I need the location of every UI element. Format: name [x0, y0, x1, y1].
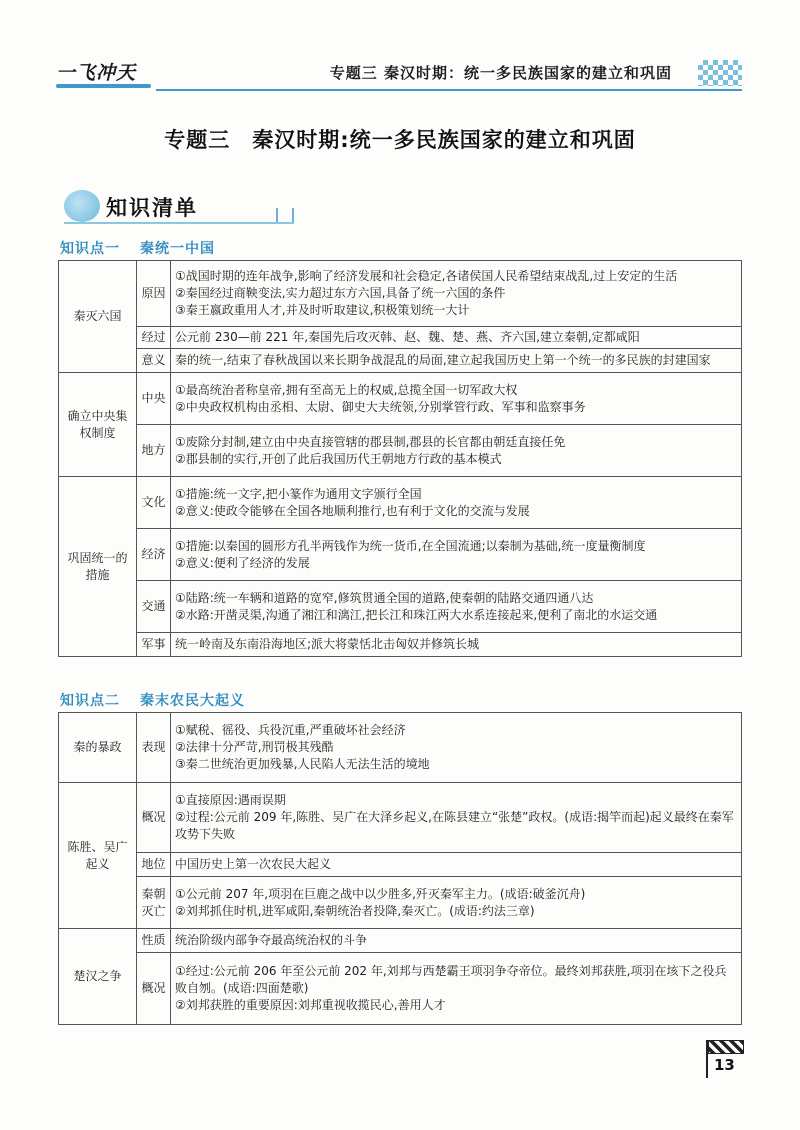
kp1-row-2-body [171, 327, 742, 349]
kp2-label: 知识点二 [60, 693, 120, 709]
text-line: 中国历史上第一次农民大起义 [175, 857, 332, 871]
text-line: ③秦二世统治更加残暴,人民陷人无法生活的境地 [175, 757, 430, 771]
checker-flag-icon [698, 60, 742, 86]
kp1-row-3-body [171, 349, 742, 373]
text-line: ②过程:公元前 209 年,陈胜、吴广在大泽乡起义,在陈县建立“张楚”政权。(成语:揭竿而起)起义最终在秦军攻势下失败 [175, 810, 734, 841]
kp1-row-5-head: 地方 [137, 425, 171, 477]
puzzle-icon [64, 190, 100, 222]
knowledge-point-2-heading [60, 690, 245, 710]
kp2-group-3: 楚汉之争 [59, 929, 137, 1025]
kp2-row-1-head: 表现 [137, 713, 171, 783]
text-line: 公元前 230—前 221 年,秦国先后攻灭韩、赵、魏、楚、燕、齐六国,建立秦朝,定都咸阳 [175, 330, 640, 344]
kp2-row-1-body [171, 713, 742, 783]
text-line: ②水路:开凿灵渠,沟通了湘江和漓江,把长江和珠江两大水系连接起来,便利了南北的水运交通 [175, 607, 658, 622]
kp1-row-6-head: 文化 [137, 477, 171, 529]
kp1-row-1-body [171, 261, 742, 327]
text-line: ②秦国经过商鞅变法,实力超过东方六国,具备了统一六国的条件 [175, 286, 506, 300]
kp2-row-3-body [171, 853, 742, 877]
text-line: ①战国时期的连年战争,影响了经济发展和社会稳定,各诸侯国人民希望结束战乱,过上安定的生活 [175, 269, 678, 283]
kp1-table [58, 260, 742, 657]
text-line: ②中央政权机构由丞相、太尉、御史大夫统领,分别掌管行政、军事和监察事务 [175, 399, 586, 414]
text-line: ①最高统治者称皇帝,拥有至高无上的权威,总揽全国一切军政大权 [175, 382, 518, 397]
text-line: 统治阶级内部争夺最高统治权的斗争 [175, 933, 368, 947]
text-line: ①直接原因:遇雨误期 [175, 793, 286, 807]
kp2-group-1: 秦的暴政 [59, 713, 137, 783]
kp2-row-6-body [171, 953, 742, 1025]
kp1-row-5-body [171, 425, 742, 477]
kp2-row-4-head: 秦朝灭亡 [137, 877, 171, 929]
kp1-row-4-body [171, 373, 742, 425]
text-line: ②意义:使政令能够在全国各地顺利推行,也有利于文化的交流与发展 [175, 503, 530, 518]
text-line: ①措施:统一文字,把小篆作为通用文字颁行全国 [175, 486, 422, 501]
text-line: ②意义:便利了经济的发展 [175, 555, 310, 570]
page-title: 专题三 秦汉时期:统一多民族国家的建立和巩固 [164, 128, 636, 152]
header-rule [156, 89, 742, 91]
text-line: 秦的统一,结束了春秋战国以来长期争战混乱的局面,建立起我国历史上第一个统一的多民族的封建国家 [175, 353, 711, 367]
header-logo-underline [56, 84, 151, 88]
kp1-row-9-body [171, 633, 742, 657]
kp1-row-8-head: 交通 [137, 581, 171, 633]
kp1-row-7-head: 经济 [137, 529, 171, 581]
kp2-group-2: 陈胜、吴广起义 [59, 783, 137, 929]
kp1-group-2: 确立中央集权制度 [59, 373, 137, 477]
page-header [56, 56, 742, 96]
text-line: ①废除分封制,建立由中央直接管辖的郡县制,郡县的长官都由朝廷直接任免 [175, 434, 566, 449]
section-underline [64, 222, 294, 224]
kp2-row-2-head: 概况 [137, 783, 171, 853]
text-line: ①公元前 207 年,项羽在巨鹿之战中以少胜多,歼灭秦军主力。(成语:破釜沉舟) [175, 886, 586, 901]
text-line: ②法律十分严苛,刑罚极其残酷 [175, 740, 334, 754]
kp1-row-6-body [171, 477, 742, 529]
text-line: ①陆路:统一车辆和道路的宽窄,修筑贯通全国的道路,使秦朝的陆路交通四通八达 [175, 590, 594, 605]
text-line: ③秦王嬴政重用人才,并及时听取建议,积极策划统一大计 [175, 303, 470, 317]
text-line: ②刘邦获胜的重要原因:刘邦重视收揽民心,善用人才 [175, 998, 446, 1012]
kp1-label: 知识点一 [60, 241, 120, 257]
text-line: ①经过:公元前 206 年至公元前 202 年,刘邦与西楚霸王项羽争夺帝位。最终刘邦获胜,项羽在垓下之役兵败自刎。(成语:四面楚歌) [175, 964, 727, 995]
section-title: 知识清单 [106, 196, 198, 220]
kp2-row-3-head: 地位 [137, 853, 171, 877]
kp2-row-4-body [171, 877, 742, 929]
section-end-marks [276, 208, 294, 222]
text-line: ②郡县制的实行,开创了此后我国历代王朝地方行政的基本模式 [175, 451, 502, 466]
kp1-title: 秦统一中国 [140, 241, 215, 257]
kp1-row-7-body [171, 529, 742, 581]
text-line: ①赋税、徭役、兵役沉重,严重破坏社会经济 [175, 723, 406, 737]
kp1-row-2-head: 经过 [137, 327, 171, 349]
text-line: ①措施:以秦国的圆形方孔半两钱作为统一货币,在全国流通;以秦制为基础,统一度量衡制度 [175, 538, 646, 553]
kp1-group-1: 秦灭六国 [59, 261, 137, 373]
text-line: 统一岭南及东南沿海地区;派大将蒙恬北击匈奴并修筑长城 [175, 637, 480, 651]
kp1-group-3: 巩固统一的措施 [59, 477, 137, 657]
kp2-row-5-body [171, 929, 742, 953]
kp1-row-4-head: 中央 [137, 373, 171, 425]
page-number: 13 [714, 1056, 735, 1074]
kp2-row-2-body [171, 783, 742, 853]
header-title: 专题三 秦汉时期：统一多民族国家的建立和巩固 [329, 64, 672, 82]
header-logo: 一飞冲天 [56, 62, 137, 84]
kp1-row-8-body [171, 581, 742, 633]
kp2-table [58, 712, 742, 1025]
kp1-row-1-head: 原因 [137, 261, 171, 327]
knowledge-point-1-heading [60, 238, 215, 258]
checkered-flag-icon [708, 1040, 744, 1054]
kp1-row-3-head: 意义 [137, 349, 171, 373]
section-heading [64, 190, 294, 224]
kp2-row-6-head: 概况 [137, 953, 171, 1025]
kp2-row-5-head: 性质 [137, 929, 171, 953]
page-number-badge [706, 1040, 744, 1078]
kp2-title: 秦末农民大起义 [140, 693, 245, 709]
text-line: ②刘邦抓住时机,进军咸阳,秦朝统治者投降,秦灭亡。(成语:约法三章) [175, 903, 535, 918]
kp1-row-9-head: 军事 [137, 633, 171, 657]
